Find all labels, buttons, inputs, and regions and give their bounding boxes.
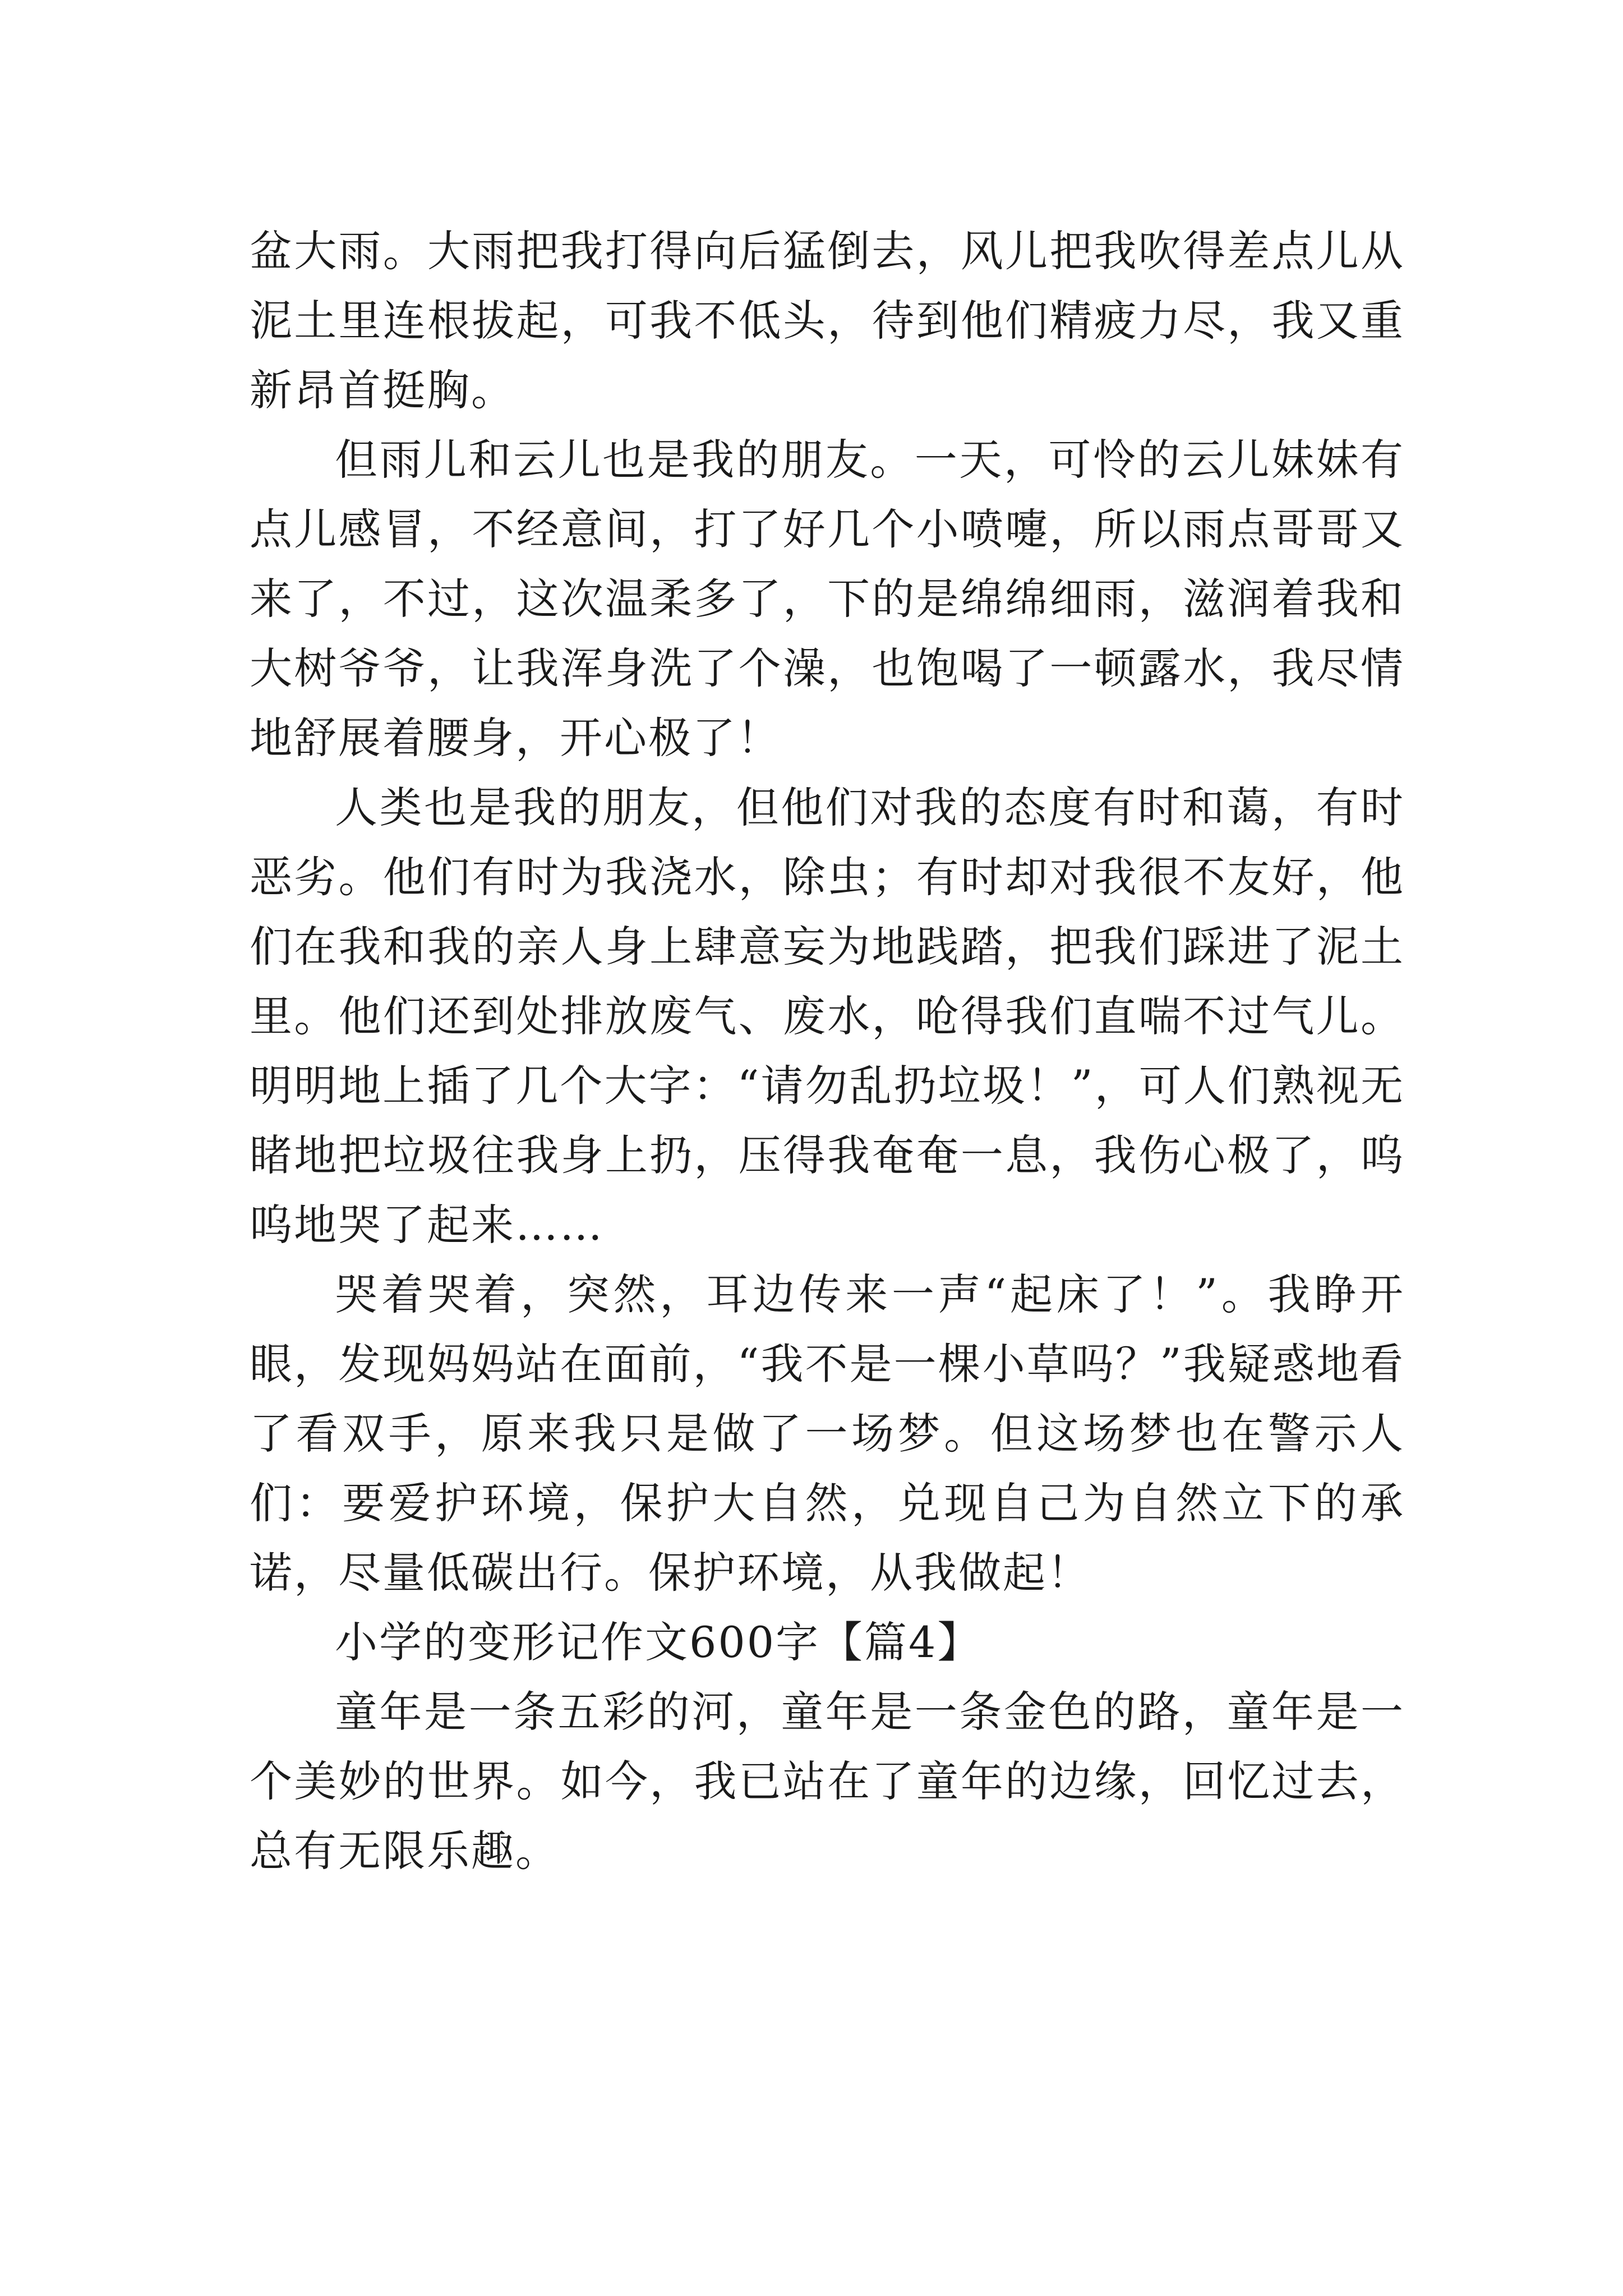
paragraph-2: 但雨儿和云儿也是我的朋友。一天，可怜的云儿妹妹有点儿感冒，不经意间，打了好几个小喷嚏，所以雨点哥哥又来了，不过，这次温柔多了，下的是绵绵细雨，滋润着我和大树爷爷，让我浑身洗了个澡，也饱喝了一顿露水，我尽情地舒展着腰身，开心极了！ [250, 435, 1405, 763]
paragraph-5: 童年是一条五彩的河，童年是一条金色的路，童年是一个美妙的世界。如今，我已站在了童年的边缘，回忆过去，总有无限乐趣。 [250, 1687, 1405, 1876]
paragraph-4: 哭着哭着，突然，耳边传来一声“起床了！”。我睁开眼，发现妈妈站在面前，“我不是一棵小草吗？”我疑惑地看了看双手，原来我只是做了一场梦。但这场梦也在警示人们：要爱护环境，保护大自然，兑现自己为自然立下的承诺，尽量低碳出行。保护环境，从我做起！ [250, 1269, 1405, 1598]
document-body [250, 217, 1405, 1886]
section-heading: 小学的变形记作文600字【篇4】 [335, 1617, 982, 1667]
paragraph-1: 盆大雨。大雨把我打得向后猛倒去，风儿把我吹得差点儿从泥土里连根拔起，可我不低头，待到他们精疲力尽，我又重新昂首挺胸。 [250, 226, 1405, 415]
paragraph-3: 人类也是我的朋友，但他们对我的态度有时和蔼，有时恶劣。他们有时为我浇水，除虫；有时却对我很不友好，他们在我和我的亲人身上肆意妄为地践踏，把我们踩进了泥土里。他们还到处排放废气、废水，呛得我们直喘不过气儿。明明地上插了几个大字：“请勿乱扔垃圾！”，可人们熟视无睹地把垃圾往我身上扔，压得我奄奄一息，我伤心极了，呜呜地哭了起来…… [250, 783, 1405, 1250]
